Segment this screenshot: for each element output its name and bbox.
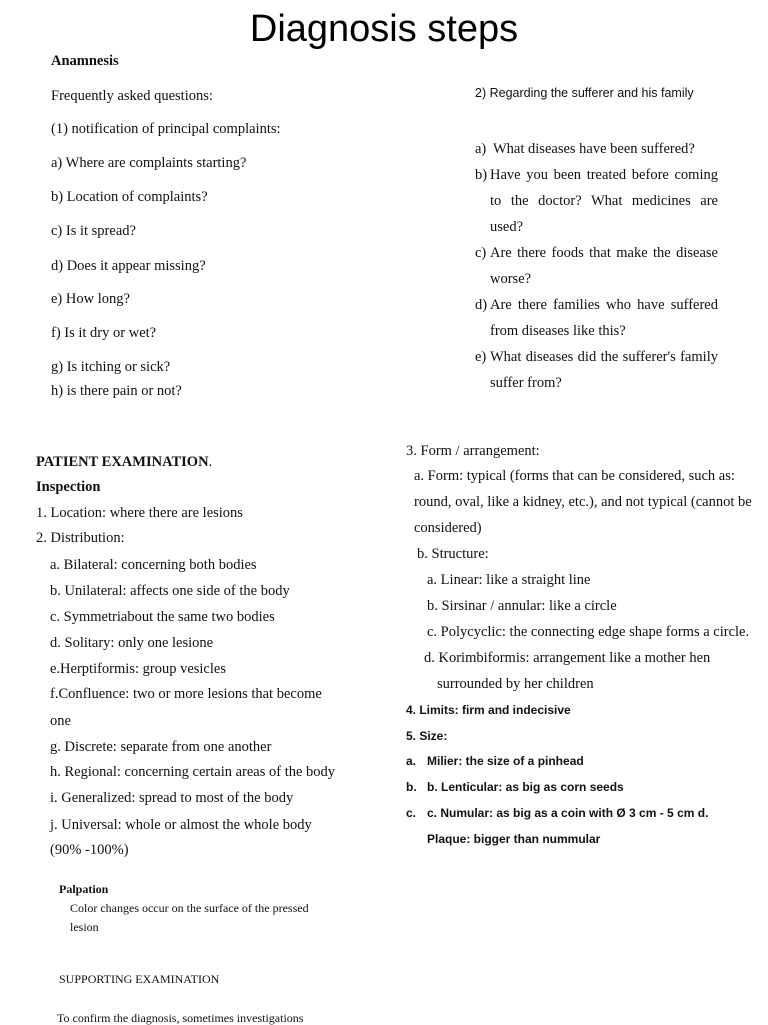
size-heading: 5. Size: [406,729,448,743]
plaque-line: Plaque: bigger than nummular [427,832,601,846]
family-item-label: e) [475,349,487,365]
family-item-text: Are there families who have suffered from diseases like this? [490,297,718,339]
size-item-text: c. Numular: as big as a coin with Ø 3 cm - 5 cm d. [427,806,709,820]
family-heading: 2) Regarding the sufferer and his family [475,86,694,100]
size-item-label: c. [406,806,417,820]
question-item: b) Location of complaints? [51,189,208,205]
question-item: c) Is it spread? [51,223,136,239]
size-item-label: b. [406,780,417,794]
question-item: d) Does it appear missing? [51,258,206,274]
distribution-item: g. Discrete: separate from one another [50,739,272,755]
complaints-subheading: (1) notification of principal complaints: [51,121,281,137]
question-item: h) is there pain or not? [51,383,182,399]
form-line: a. Form: typical (forms that can be considered, such as: [414,468,735,484]
exam-heading-line [36,454,212,471]
distribution-item: f.Confluence: two or more lesions that become [50,686,322,702]
family-item-text: Are there foods that make the disease worse? [490,245,718,287]
form-line: round, oval, like a kidney, etc.), and not typical (cannot be [414,494,752,510]
distribution-item: i. Generalized: spread to most of the body [50,790,294,806]
distribution-heading: 2. Distribution: [36,530,125,546]
size-item [406,806,708,820]
family-item-label: b) [475,167,488,183]
inspection-heading: Inspection [36,479,101,495]
structure-item: a. Linear: like a straight line [427,572,591,588]
distribution-item: one [50,713,71,729]
supporting-text: To confirm the diagnosis, sometimes investigations [57,1011,304,1025]
family-item [475,162,718,240]
limits-line: 4. Limits: firm and indecisive [406,703,571,717]
distribution-item: a. Bilateral: concerning both bodies [50,557,257,573]
question-item: e) How long? [51,291,130,307]
question-item: g) Is itching or sick? [51,359,171,375]
size-item [406,754,584,768]
structure-heading: b. Structure: [417,546,489,562]
size-item-label: a. [406,754,417,768]
anamnesis-heading: Anamnesis [51,53,119,69]
form-heading: 3. Form / arrangement: [406,443,540,459]
structure-item: c. Polycyclic: the connecting edge shape forms a circle. [427,624,750,640]
family-item-text: What diseases did the sufferer's family suffer from? [490,349,718,391]
size-item [406,780,624,794]
family-item [475,136,718,162]
family-item-label: a) [475,141,487,157]
distribution-item: h. Regional: concerning certain areas of the body [50,764,336,780]
family-item-text: What diseases have been suffered? [493,141,695,157]
distribution-item: b. Unilateral: affects one side of the body [50,583,290,599]
question-item: a) Where are complaints starting? [51,155,247,171]
structure-item: surrounded by her children [437,676,594,692]
location-line: 1. Location: where there are lesions [36,505,243,521]
page-title: Diagnosis steps [249,8,519,50]
supporting-heading: SUPPORTING EXAMINATION [59,972,220,986]
family-item-label: d) [475,297,488,313]
palpation-heading: Palpation [59,882,109,896]
exam-heading-suffix: . [208,454,213,470]
palpation-text: lesion [70,920,99,934]
structure-item: d. Korimbiformis: arrangement like a mother hen [424,650,711,666]
family-item [475,240,718,292]
faq-label: Frequently asked questions: [51,88,213,104]
structure-item: b. Sirsinar / annular: like a circle [427,598,617,614]
family-item-text: Have you been treated before coming to the doctor? What medicines are used? [490,167,718,235]
form-line: considered) [414,520,482,536]
palpation-text: Color changes occur on the surface of the pressed [70,901,309,915]
family-item [475,344,718,396]
distribution-item: j. Universal: whole or almost the whole body [50,817,312,833]
distribution-item: d. Solitary: only one lesione [50,635,214,651]
distribution-item: c. Symmetriabout the same two bodies [50,609,275,625]
family-item [475,292,718,344]
exam-heading: PATIENT EXAMINATION [36,454,209,470]
size-item-text: b. Lenticular: as big as corn seeds [427,780,624,794]
family-item-label: c) [475,245,487,261]
distribution-item: e.Herptiformis: group vesicles [50,661,226,677]
distribution-item: (90% -100%) [50,842,129,858]
size-item-text: Milier: the size of a pinhead [427,754,584,768]
question-item: f) Is it dry or wet? [51,325,157,341]
